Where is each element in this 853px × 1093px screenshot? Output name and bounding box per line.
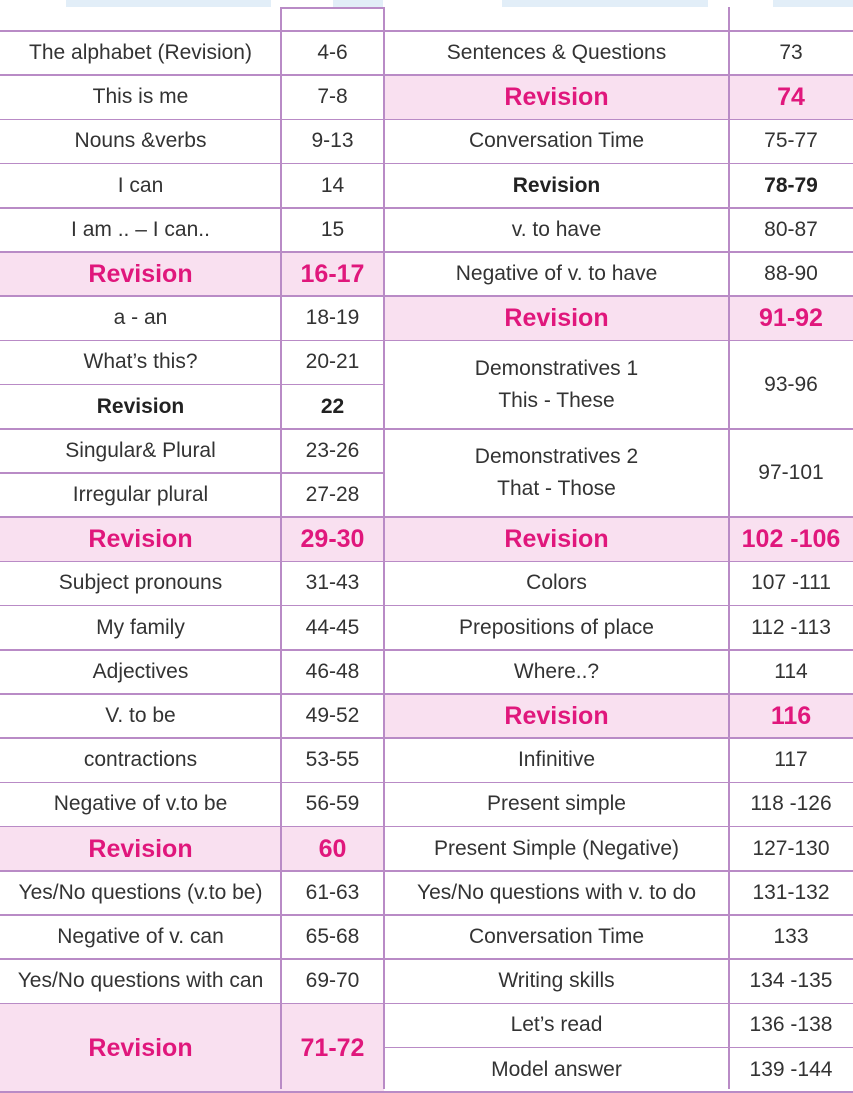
pages-cell: 133 (773, 925, 809, 949)
topic-cell (0, 164, 281, 208)
row-divider (0, 737, 384, 739)
topic-cell (0, 385, 281, 429)
topic-cell (0, 650, 281, 694)
row-divider (0, 119, 384, 121)
topic-cell (0, 782, 281, 826)
pages-cell: 136 -138 (749, 1013, 833, 1037)
topic-text: Revision (504, 83, 609, 112)
pages-cell: 61-63 (305, 880, 360, 904)
header-divider (281, 7, 384, 9)
row-divider (0, 340, 384, 342)
pages-cell: 16-17 (300, 260, 365, 289)
row-divider (0, 561, 384, 563)
row-divider (384, 119, 853, 121)
pages-cell: 53-55 (305, 748, 360, 772)
row-divider (384, 251, 853, 253)
pages-cell: 74 (777, 83, 805, 112)
topic-cell (0, 1003, 281, 1091)
row-divider (384, 958, 853, 960)
row-divider (0, 914, 384, 916)
topic-cell (0, 119, 281, 163)
topic-text: Revision (504, 702, 609, 731)
topic-text: Yes/No questions with v. to do (417, 880, 696, 904)
pages-cell: 139 -144 (749, 1057, 833, 1081)
row-divider (384, 737, 853, 739)
topic-cell (0, 871, 281, 915)
topic-text: Subject pronouns (58, 571, 223, 595)
pages-cell: 60 (318, 834, 347, 863)
topic-text: Model answer (491, 1057, 622, 1081)
pages-cell: 9-13 (311, 129, 354, 153)
row-divider (0, 693, 384, 695)
topic-cell (384, 1048, 729, 1092)
pages-cell: 4-6 (317, 41, 348, 65)
topic-cell (0, 959, 281, 1003)
topic-text: My family (96, 615, 185, 639)
pages-cell: 14 (320, 173, 345, 197)
topic-text: Conversation Time (468, 925, 645, 949)
topic-cell (384, 31, 729, 75)
topic-text: Sentences & Questions (446, 41, 667, 65)
row-divider (384, 295, 853, 297)
topic-text: a - an (113, 306, 168, 330)
row-divider (384, 340, 853, 342)
pages-cell: 46-48 (305, 659, 360, 683)
pages-cell: 22 (320, 394, 345, 418)
topic-text: Present Simple (Negative) (433, 836, 680, 860)
topic-cell (384, 75, 729, 119)
topic-cell (0, 738, 281, 782)
row-divider (384, 207, 853, 209)
topic-cell (0, 694, 281, 738)
topic-cell (0, 75, 281, 119)
header-strip (773, 0, 853, 7)
pages-cell: 27-28 (305, 483, 360, 507)
topic-cell (384, 429, 729, 517)
topic-text: Nouns &verbs (74, 129, 207, 153)
pages-cell: 15 (320, 217, 345, 241)
pages-cell: 69-70 (305, 969, 360, 993)
topic-text: Negative of v. to have (455, 262, 658, 286)
row-divider (0, 516, 384, 518)
row-divider (384, 649, 853, 651)
topic-cell (0, 208, 281, 252)
topic-cell (384, 296, 729, 340)
topic-text-line2: This - These (498, 388, 615, 412)
row-divider (0, 782, 384, 784)
header-strip (333, 0, 383, 7)
topic-cell (384, 959, 729, 1003)
pages-cell: 102 -106 (741, 525, 841, 554)
topic-cell (0, 252, 281, 296)
pages-cell: 80-87 (764, 217, 818, 241)
pages-cell: 29-30 (300, 525, 365, 554)
topic-text: V. to be (105, 704, 176, 728)
pages-cell: 65-68 (305, 925, 360, 949)
row-divider (0, 1003, 384, 1005)
row-divider (0, 74, 384, 76)
pages-cell: 131-132 (752, 880, 830, 904)
row-divider (384, 870, 853, 872)
topic-text: Demonstratives 2 (474, 444, 639, 468)
pages-cell: 31-43 (305, 571, 360, 595)
topic-cell (0, 915, 281, 959)
topic-text: This is me (92, 85, 189, 109)
row-divider (384, 428, 853, 430)
row-divider (0, 163, 384, 165)
row-divider (0, 207, 384, 209)
topic-text: Colors (526, 571, 587, 595)
row-divider (384, 163, 853, 165)
pages-cell: 112 -113 (751, 615, 831, 639)
topic-text: Conversation Time (468, 129, 645, 153)
topic-text: Revision (504, 525, 609, 554)
topic-cell (384, 1003, 729, 1047)
topic-text: contractions (83, 748, 198, 772)
pages-cell: 71-72 (300, 1033, 365, 1062)
pages-cell: 114 (774, 659, 808, 683)
pages-cell: 73 (779, 41, 803, 65)
topic-text: Revision (96, 394, 185, 418)
topic-cell (0, 517, 281, 561)
row-divider (384, 1091, 853, 1093)
topic-cell (384, 650, 729, 694)
row-divider (0, 384, 384, 386)
row-divider (0, 30, 384, 32)
topic-text-line2: That - Those (497, 476, 616, 500)
topic-text: Negative of v. can (57, 925, 224, 949)
topic-cell (384, 738, 729, 782)
pages-cell: 93-96 (764, 372, 818, 396)
row-divider (0, 472, 384, 474)
row-divider (0, 826, 384, 828)
topic-text: Revision (504, 304, 609, 333)
header-strip (66, 0, 271, 7)
column-divider (383, 7, 385, 1089)
topic-cell (384, 871, 729, 915)
row-divider (384, 605, 853, 607)
topic-text: I am .. – I can.. (71, 217, 210, 241)
topic-text: Yes/No questions (v.to be) (18, 880, 263, 904)
topic-text: Writing skills (498, 969, 615, 993)
topic-text: Present simple (487, 792, 626, 816)
pages-cell: 107 -111 (751, 571, 831, 595)
topic-cell (384, 340, 729, 428)
topic-text: Revision (512, 173, 601, 197)
row-divider (384, 1003, 853, 1005)
row-divider (384, 782, 853, 784)
topic-text: Infinitive (517, 748, 596, 772)
topic-text: I can (117, 173, 164, 197)
row-divider (384, 30, 853, 32)
topic-text: Where..? (513, 659, 600, 683)
topic-text: Let’s read (510, 1013, 603, 1037)
topic-cell (384, 208, 729, 252)
topic-cell (384, 915, 729, 959)
topic-text: The alphabet (Revision) (29, 41, 252, 65)
topic-text: Demonstratives 1 (474, 356, 639, 380)
row-divider (384, 693, 853, 695)
row-divider (384, 914, 853, 916)
row-divider (0, 295, 384, 297)
topic-text: v. to have (511, 217, 602, 241)
column-divider (728, 7, 730, 1089)
row-divider (0, 958, 384, 960)
topic-cell (0, 561, 281, 605)
topic-text: Revision (88, 1033, 193, 1062)
topic-cell (0, 31, 281, 75)
topic-text: What’s this? (83, 350, 198, 374)
topic-cell (384, 517, 729, 561)
topic-cell (384, 782, 729, 826)
topic-cell (384, 252, 729, 296)
pages-cell: 78-79 (764, 173, 818, 197)
topic-cell (384, 119, 729, 163)
topic-cell (384, 561, 729, 605)
row-divider (0, 428, 384, 430)
row-divider (0, 649, 384, 651)
row-divider (0, 605, 384, 607)
topic-cell (384, 606, 729, 650)
topic-cell (384, 827, 729, 871)
pages-cell: 118 -126 (750, 792, 832, 816)
row-divider (0, 870, 384, 872)
topic-text: Revision (88, 834, 193, 863)
pages-cell: 18-19 (305, 306, 360, 330)
row-divider (384, 74, 853, 76)
pages-cell: 88-90 (764, 262, 818, 286)
pages-cell: 91-92 (759, 304, 823, 333)
pages-cell: 134 -135 (749, 969, 833, 993)
topic-text: Adjectives (92, 659, 189, 683)
topic-cell (0, 429, 281, 473)
row-divider (384, 561, 853, 563)
pages-cell: 20-21 (305, 350, 360, 374)
pages-cell: 23-26 (305, 438, 360, 462)
pages-cell: 56-59 (305, 792, 360, 816)
row-divider (384, 1047, 853, 1049)
row-divider (384, 826, 853, 828)
topic-cell (0, 340, 281, 384)
topic-cell (384, 694, 729, 738)
topic-cell (0, 296, 281, 340)
topic-cell (0, 827, 281, 871)
pages-cell: 97-101 (758, 460, 824, 484)
topic-cell (0, 473, 281, 517)
topic-text: Singular& Plural (65, 438, 216, 462)
column-divider (280, 7, 282, 1089)
pages-cell: 117 (774, 748, 808, 772)
pages-cell: 44-45 (305, 615, 360, 639)
header-strip (502, 0, 708, 7)
row-divider (0, 251, 384, 253)
pages-cell: 116 (770, 702, 812, 731)
topic-text: Irregular plural (72, 483, 209, 507)
row-divider (384, 516, 853, 518)
topic-text: Negative of v.to be (53, 792, 228, 816)
topic-text: Yes/No questions with can (17, 969, 264, 993)
pages-cell: 49-52 (305, 704, 360, 728)
row-divider (0, 1091, 384, 1093)
topic-text: Revision (88, 260, 193, 289)
pages-cell: 75-77 (764, 129, 818, 153)
topic-cell (384, 164, 729, 208)
pages-cell: 7-8 (317, 85, 348, 109)
pages-cell: 127-130 (752, 836, 830, 860)
topic-text: Revision (88, 525, 193, 554)
topic-cell (0, 606, 281, 650)
topic-text: Prepositions of place (459, 615, 654, 639)
